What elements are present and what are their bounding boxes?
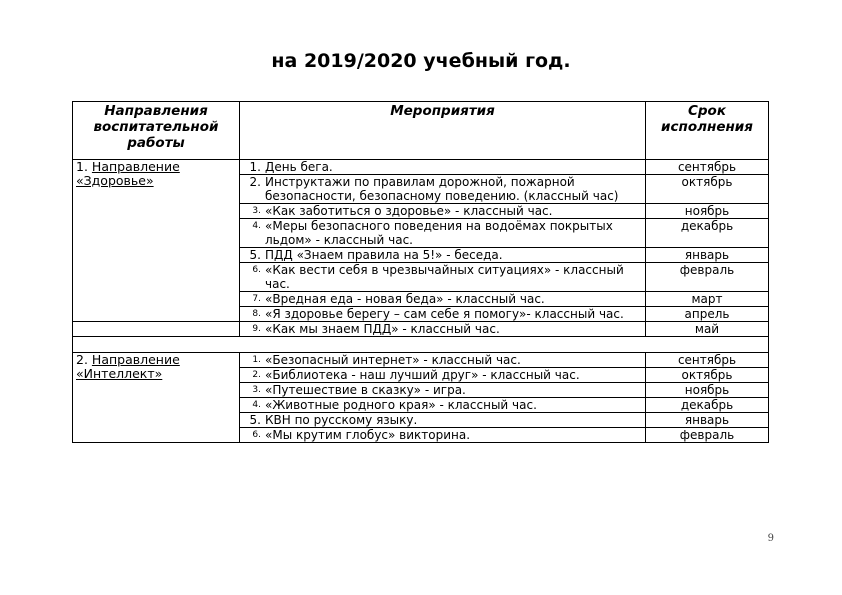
direction-cell — [73, 160, 240, 322]
activity-number: 4. — [252, 400, 261, 410]
term-cell: октябрь — [646, 368, 769, 383]
term-cell: сентябрь — [646, 353, 769, 368]
activity-cell — [240, 428, 646, 443]
page-number: 9 — [767, 533, 774, 544]
activity-number: 2. — [249, 175, 261, 189]
activity-cell — [240, 248, 646, 263]
term-cell: декабрь — [646, 398, 769, 413]
term-cell: январь — [646, 248, 769, 263]
activity-number: 1. — [252, 355, 261, 365]
activity-text: «Как вести себя в чрезвычайных ситуациях» - классный час. — [265, 263, 624, 291]
activity-cell — [240, 398, 646, 413]
term-cell: апрель — [646, 307, 769, 322]
table-body — [73, 160, 769, 443]
activity-number: 8. — [252, 309, 261, 319]
activity-number: 3. — [252, 385, 261, 395]
activity-cell — [240, 160, 646, 175]
term-cell: март — [646, 292, 769, 307]
direction-name: Направление «Здоровье» — [76, 159, 180, 188]
table-header-row — [73, 102, 769, 160]
activity-text: «Как мы знаем ПДД» - классный час. — [265, 322, 500, 336]
direction-cell-empty — [73, 322, 240, 337]
plan-table — [72, 101, 769, 443]
activity-number: 5. — [249, 248, 261, 262]
activity-number: 9. — [252, 324, 261, 334]
activity-number: 2. — [252, 370, 261, 380]
activity-cell — [240, 204, 646, 219]
direction-name: Направление «Интеллект» — [76, 352, 180, 381]
activity-text: День бега. — [265, 160, 333, 174]
activity-text: «Путешествие в сказку» - игра. — [265, 383, 466, 397]
term-cell: октябрь — [646, 175, 769, 204]
activity-cell — [240, 368, 646, 383]
direction-cell — [73, 353, 240, 443]
header-direction: Направления воспитательной работы — [73, 102, 240, 160]
activity-text: «Библиотека - наш лучший друг» - классный час. — [265, 368, 580, 382]
activity-cell — [240, 292, 646, 307]
page-title: на 2019/2020 учебный год. — [271, 50, 571, 72]
activity-text: «Безопасный интернет» - классный час. — [265, 353, 521, 367]
activity-text: «Я здоровье берегу – сам себе я помогу»- классный час. — [265, 307, 624, 321]
term-cell: февраль — [646, 263, 769, 292]
activity-number: 6. — [252, 430, 261, 440]
activity-text: «Как заботиться о здоровье» - классный час. — [265, 204, 553, 218]
direction-number: 2. — [76, 352, 88, 367]
term-cell: декабрь — [646, 219, 769, 248]
activity-text: «Мы крутим глобус» викторина. — [265, 428, 471, 442]
activity-cell — [240, 383, 646, 398]
activity-cell — [240, 307, 646, 322]
activity-cell — [240, 353, 646, 368]
activity-text: «Вредная еда - новая беда» - классный час. — [265, 292, 545, 306]
term-cell: февраль — [646, 428, 769, 443]
activity-cell — [240, 175, 646, 204]
term-cell: ноябрь — [646, 383, 769, 398]
spacer-cell — [73, 337, 769, 353]
term-cell: сентябрь — [646, 160, 769, 175]
term-cell: ноябрь — [646, 204, 769, 219]
activity-cell — [240, 413, 646, 428]
activity-number: 6. — [252, 265, 261, 275]
activity-number: 1. — [249, 160, 261, 174]
term-cell: май — [646, 322, 769, 337]
activity-cell — [240, 322, 646, 337]
activity-cell — [240, 263, 646, 292]
activity-number: 5. — [249, 413, 261, 427]
activity-number: 4. — [252, 221, 261, 231]
activity-text: Инструктажи по правилам дорожной, пожарной безопасности, безопасному поведению. (классный час) — [265, 175, 619, 203]
activity-cell — [240, 219, 646, 248]
activity-number: 7. — [252, 294, 261, 304]
header-events: Мероприятия — [240, 102, 646, 160]
activity-text: КВН по русскому языку. — [265, 413, 418, 427]
direction-number: 1. — [76, 159, 88, 174]
activity-text: «Меры безопасного поведения на водоёмах покрытых льдом» - классный час. — [265, 219, 613, 247]
table-row — [73, 160, 769, 175]
activity-text: ПДД «Знаем правила на 5!» - беседа. — [265, 248, 503, 262]
term-cell: январь — [646, 413, 769, 428]
activity-number: 3. — [252, 206, 261, 216]
activity-text: «Животные родного края» - классный час. — [265, 398, 537, 412]
table-row — [73, 322, 769, 337]
header-term: Срок исполнения — [646, 102, 769, 160]
spacer-row — [73, 337, 769, 353]
table-row — [73, 353, 769, 368]
